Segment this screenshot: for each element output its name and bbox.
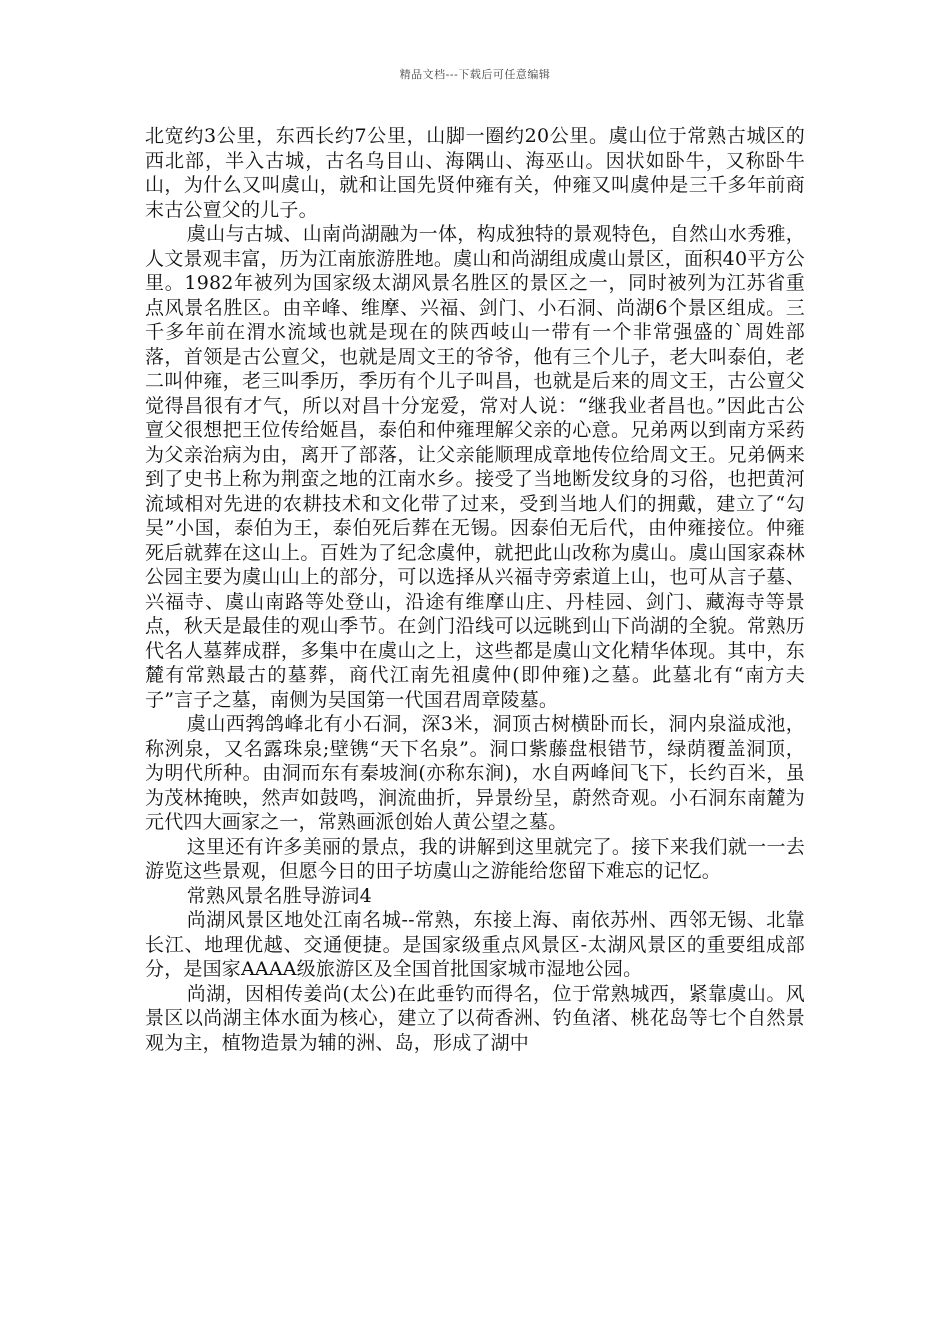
section-title: 常熟风景名胜导游词4 (186, 884, 372, 907)
page-header: 精品文档---下载后可任意编辑 (399, 68, 551, 81)
document-body (145, 124, 805, 1055)
paragraph: 北宽约3公里，东西长约7公里，山脚一圈约20公里。虞山位于常熟古城区的西北部，半入古城，古名乌目山、海隅山、海巫山。因状如卧牛，又称卧牛山，为什么又叫虞山，就和让国先贤仲雍有关，仲雍又叫虞仲是三千多年前商末古公亶父的儿子。 (145, 125, 805, 221)
paragraph: 虞山西鹁鸽峰北有小石洞，深3米，洞顶古树横卧而长，洞内泉溢成池，称洌泉，又名露珠泉;壁镌“天下名泉”。洞口紫藤盘根错节，绿荫覆盖洞顶，为明代所种。由洞而东有秦坡涧(亦称东涧)，水自两峰间飞下，长约百米，虽为茂林掩映，然声如鼓鸣，涧流曲折，异景纷呈，蔚然奇观。小石洞东南麓为元代四大画家之一，常熟画派创始人黄公望之墓。 (145, 713, 805, 833)
paragraph: 尚湖，因相传姜尚(太公)在此垂钓而得名，位于常熟城西，紧靠虞山。风景区以尚湖主体水面为核心，建立了以荷香洲、钓鱼渚、桃花岛等七个自然景观为主，植物造景为辅的洲、岛，形成了湖中 (145, 982, 805, 1054)
paragraph: 虞山与古城、山南尚湖融为一体，构成独特的景观特色，自然山水秀雅，人文景观丰富，历为江南旅游胜地。虞山和尚湖组成虞山景区，面积40平方公里。1982年被列为国家级太湖风景名胜区的景区之一，同时被列为江苏省重点风景名胜区。由辛峰、维摩、兴福、剑门、小石洞、尚湖6个景区组成。三千多年前在渭水流域也就是现在的陕西岐山一带有一个非常强盛的`周姓部落，首领是古公亶父，也就是周文王的爷爷，他有三个儿子，老大叫泰伯，老二叫仲雍，老三叫季历，季历有个儿子叫昌，也就是后来的周文王，古公亶父觉得昌很有才气，所以对昌十分宠爱，常对人说：“继我业者昌也。”因此古公亶父很想把王位传给姬昌，泰伯和仲雍理解父亲的心意。兄弟两以到南方采药为父亲治病为由，离开了部落，让父亲能顺理成章地传位给周文王。兄弟俩来到了史书上称为荆蛮之地的江南水乡。接受了当地断发纹身的习俗，也把黄河流域相对先进的农耕技术和文化带了过来，受到当地人们的拥戴，建立了“勾吴”小国，泰伯为王，泰伯死后葬在无锡。因泰伯无后代，由仲雍接位。仲雍死后就葬在这山上。百姓为了纪念虞仲，就把此山改称为虞山。虞山国家森林公园主要为虞山山上的部分，可以选择从兴福寺旁索道上山，也可从言子墓、兴福寺、虞山南路等处登山，沿途有维摩山庄、丹桂园、剑门、藏海寺等景点，秋天是最佳的观山季节。在剑门沿线可以远眺到山下尚湖的全貌。常熟历代名人墓葬成群，多集中在虞山之上，这些都是虞山文化精华体现。其中，东麓有常熟最古的墓葬，商代江南先祖虞仲(即仲雍)之墓。此墓北有“南方夫子”言子之墓，南侧为吴国第一代国君周章陵墓。 (145, 223, 805, 711)
paragraph: 这里还有许多美丽的景点，我的讲解到这里就完了。接下来我们就一一去游览这些景观，但愿今日的田子坊虞山之游能给您留下难忘的记忆。 (145, 835, 805, 882)
paragraph: 尚湖风景区地处江南名城--常熟，东接上海、南依苏州、西邻无锡、北靠长江、地理优越、交通便捷。是国家级重点风景区-太湖风景区的重要组成部分，是国家AAAA级旅游区及全国首批国家城市湿地公园。 (145, 909, 805, 980)
